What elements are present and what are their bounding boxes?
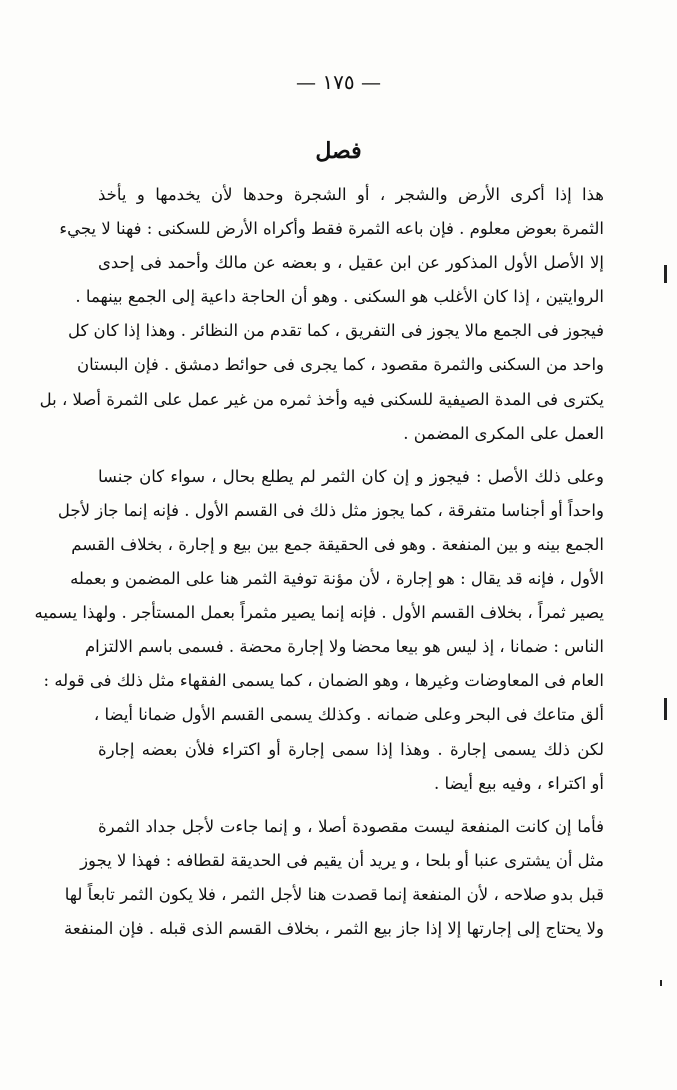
margin-mark <box>664 265 667 283</box>
text-line: الأول ، فإنه قد يقال : هو إجارة ، لأن مؤنة توفية الثمر هنا على المضمن و بعمله <box>70 569 604 589</box>
margin-mark <box>664 698 667 720</box>
text-line: الجمع بينه و بين المنفعة . وهو فى الحقيقة جمع بين بيع و إجارة ، بخلاف القسم <box>71 534 604 554</box>
margin-mark <box>660 980 662 986</box>
text-line: فيجوز فى الجمع مالا يجوز فى التفريق ، كما تقدم من النظائر . وهذا إذا كان كل <box>67 321 604 341</box>
text-line: الناس : ضمانا ، إذ ليس هو بيعا محضا ولا إجارة محضة . فسمى باسم الالتزام <box>84 637 604 657</box>
text-line: يكترى فى المدة الصيفية للسكنى فيه وأخذ ثمره من غير عمل على الثمرة أصلا ، بل <box>39 389 604 409</box>
text-line: هذا إذا أكرى الأرض والشجر ، أو الشجرة وحدها لأن يخدمها و يأخذ <box>98 185 604 204</box>
text-line: الروايتين ، إذا كان الأغلب هو السكنى . وهو أن الحاجة داعية إلى الجمع بينهما . <box>75 287 604 307</box>
section-title: فصل <box>315 138 362 164</box>
text-line: يصير ثمراً ، بخلاف القسم الأول . فإنه إنما يصير مثمراً بعمل المستأجر . ولهذا يسميه <box>34 603 604 623</box>
page-number: — ١٧٥ — <box>296 70 381 94</box>
text-line: واحداً أو أجناسا متفرقة ، كما يجوز مثل ذلك فى القسم الأول . فإنه إنما جاز لأجل <box>57 500 604 520</box>
text-line: ولا يحتاج إلى إجارتها إلا إذا جاز بيع الثمر ، بخلاف القسم الذى قبله . فإن المنفعة <box>64 918 604 938</box>
text-line: مثل أن يشترى عنبا أو بلحا ، و يريد أن يقيم فى الحديقة لقطافه : فهذا لا يجوز <box>80 850 604 870</box>
text-line: وعلى ذلك الأصل : فيجوز و إن كان الثمر لم يطلع بحال ، سواء كان جنسا <box>98 466 604 486</box>
text-line: أو اكتراء ، وفيه بيع أيضا . <box>433 773 604 793</box>
text-line: العمل على المكرى المضمن . <box>403 423 604 443</box>
text-line: فأما إن كانت المنفعة ليست مقصودة أصلا ، و إنما جاءت لأجل جداد الثمرة <box>98 816 604 836</box>
text-line: الثمرة بعوض معلوم . فإن باعه الثمرة فقط وأكراه الأرض للسكنى : فهنا لا يجيء <box>59 219 604 239</box>
text-line: ألق متاعك فى البحر وعلى ضمانه . وكذلك يسمى القسم الأول ضمانا أيضا ، <box>93 705 604 725</box>
text-line: إلا الأصل الأول المذكور عن ابن عقيل ، و بعضه عن مالك وأحمد فى إحدى <box>98 253 604 273</box>
body-text <box>34 178 604 946</box>
text-line: قبل بدو صلاحه ، لأن المنفعة إنما قصدت هنا لأجل الثمر ، فلا يكون الثمر تابعاً لها <box>64 884 604 904</box>
text-line: لكن ذلك يسمى إجارة . وهذا إذا سمى إجارة أو اكتراء فلأن بعضه إجارة <box>98 739 604 759</box>
text-line: واحد من السكنى والثمرة مقصود ، كما يجرى فى حوائط دمشق . فإن البستان <box>77 355 604 375</box>
text-line: العام فى المعاوضات وغيرها ، وهو الضمان ، كما يسمى الفقهاء مثل ذلك فى قوله : <box>43 671 604 691</box>
